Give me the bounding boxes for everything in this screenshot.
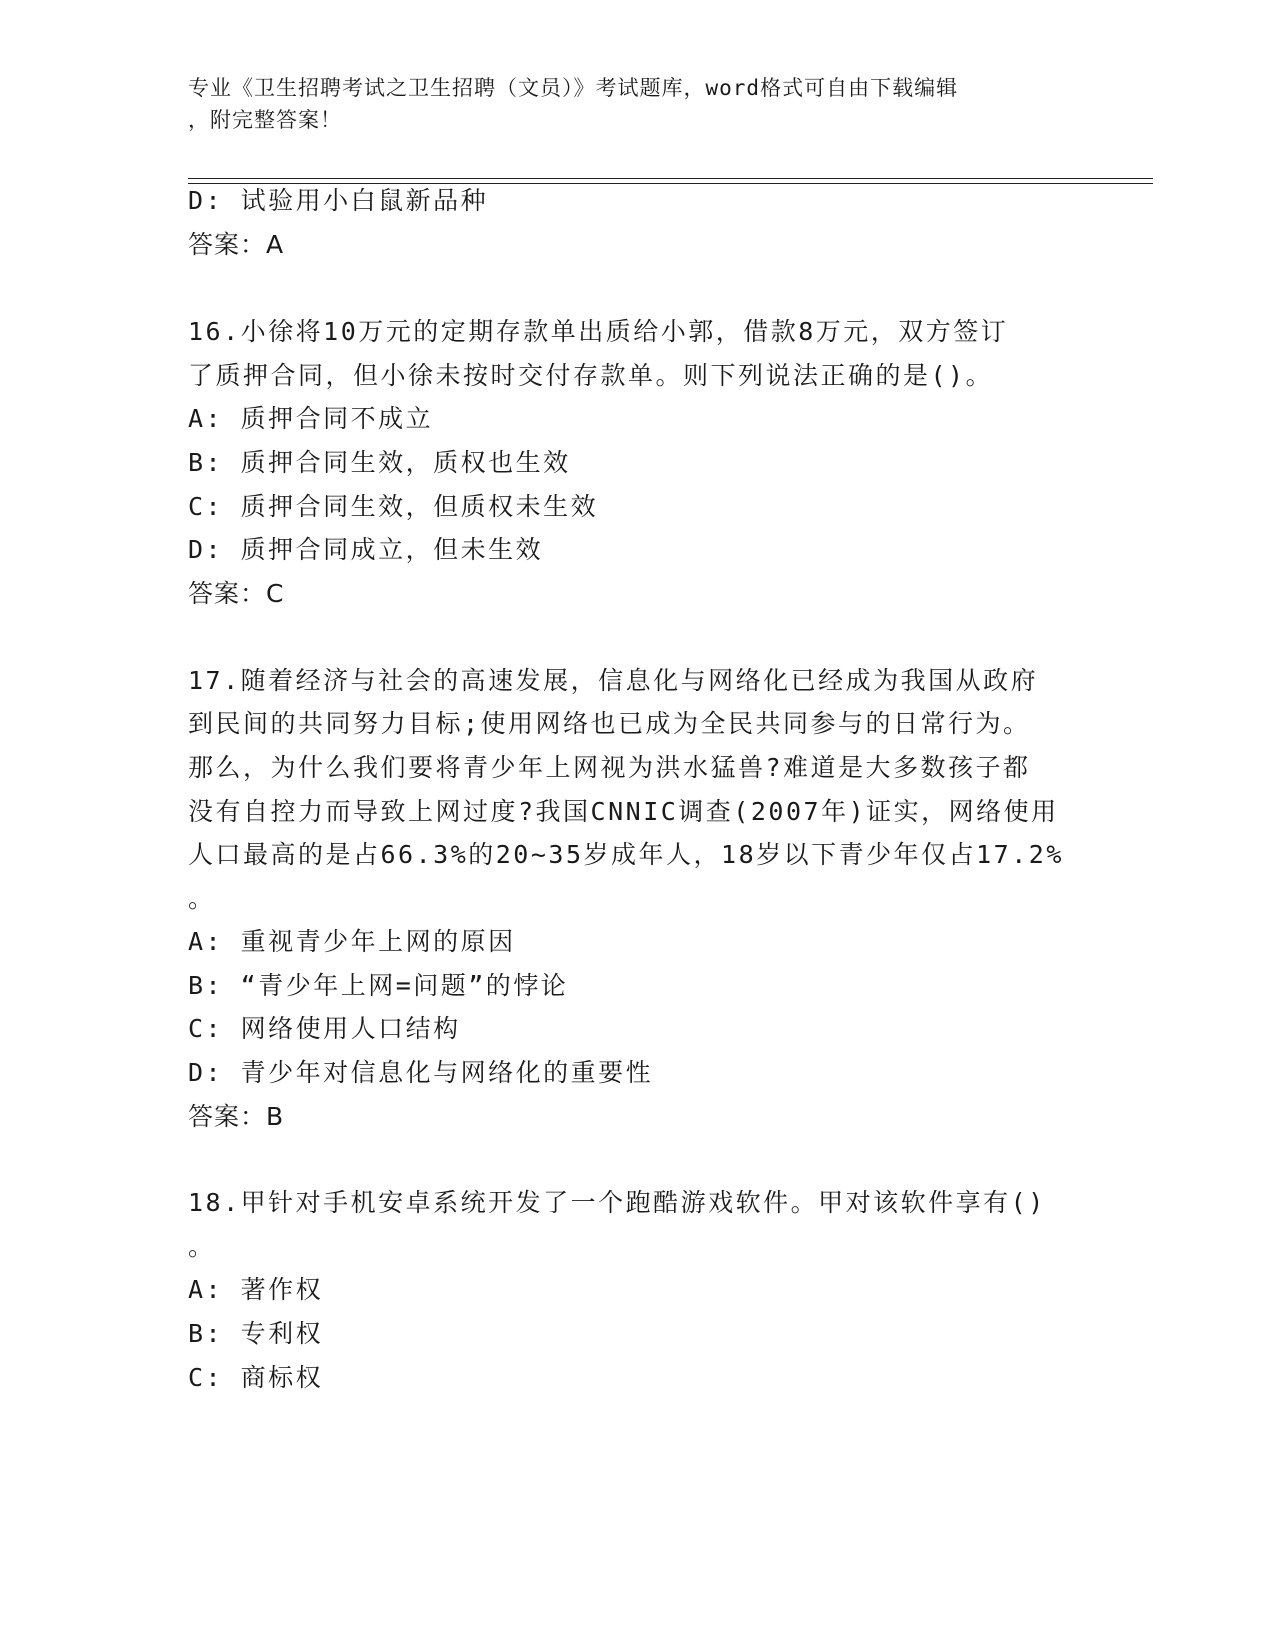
q17-stem-line-5: 人口最高的是占66.3%的20~35岁成年人，18岁以下青少年仅占17.2% <box>188 840 1064 869</box>
q16-stem-line-1: 16.小徐将10万元的定期存款单出质给小郭，借款8万元，双方签订 <box>188 317 1009 346</box>
q18-option-c: C: 商标权 <box>188 1363 324 1392</box>
header-line-1: 专业《卫生招聘考试之卫生招聘（文员）》考试题库，word格式可自由下载编辑 <box>188 76 959 100</box>
header-line-2: ，附完整答案！ <box>188 108 342 132</box>
q16-option-a: A: 质押合同不成立 <box>188 404 434 433</box>
q16-option-b: B: 质押合同生效，质权也生效 <box>188 448 571 477</box>
q17-option-c: C: 网络使用人口结构 <box>188 1014 461 1043</box>
q16-answer: 答案：C <box>188 579 285 608</box>
q17-answer: 答案：B <box>188 1102 285 1131</box>
prev-answer: 答案：A <box>188 230 285 259</box>
q17-option-b: B: “青少年上网=问题”的悖论 <box>188 971 569 1000</box>
q16-option-d: D: 质押合同成立，但未生效 <box>188 535 544 564</box>
q18-stem-line-2: 。 <box>188 1232 216 1261</box>
q17-stem-line-6: 。 <box>188 884 216 913</box>
q17-stem-line-3: 那么，为什么我们要将青少年上网视为洪水猛兽?难道是大多数孩子都 <box>188 753 1031 782</box>
prev-option-d: D: 试验用小白鼠新品种 <box>188 186 489 215</box>
q17-stem-line-4: 没有自控力而导致上网过度?我国CNNIC调查(2007年)证实，网络使用 <box>188 797 1059 826</box>
q17-stem-line-1: 17.随着经济与社会的高速发展，信息化与网络化已经成为我国从政府 <box>188 666 1039 695</box>
q16-stem-line-2: 了质押合同，但小徐未按时交付存款单。则下列说法正确的是()。 <box>188 361 994 390</box>
q18-option-b: B: 专利权 <box>188 1319 324 1348</box>
q18-stem-line-1: 18.甲针对手机安卓系统开发了一个跑酷游戏软件。甲对该软件享有() <box>188 1188 1046 1217</box>
document-header <box>188 72 1088 136</box>
q17-option-a: A: 重视青少年上网的原因 <box>188 927 516 956</box>
q17-stem-line-2: 到民间的共同努力目标;使用网络也已成为全民共同参与的日常行为。 <box>188 709 1031 738</box>
q17-option-d: D: 青少年对信息化与网络化的重要性 <box>188 1058 654 1087</box>
q18-option-a: A: 著作权 <box>188 1275 324 1304</box>
q16-option-c: C: 质押合同生效，但质权未生效 <box>188 492 599 521</box>
